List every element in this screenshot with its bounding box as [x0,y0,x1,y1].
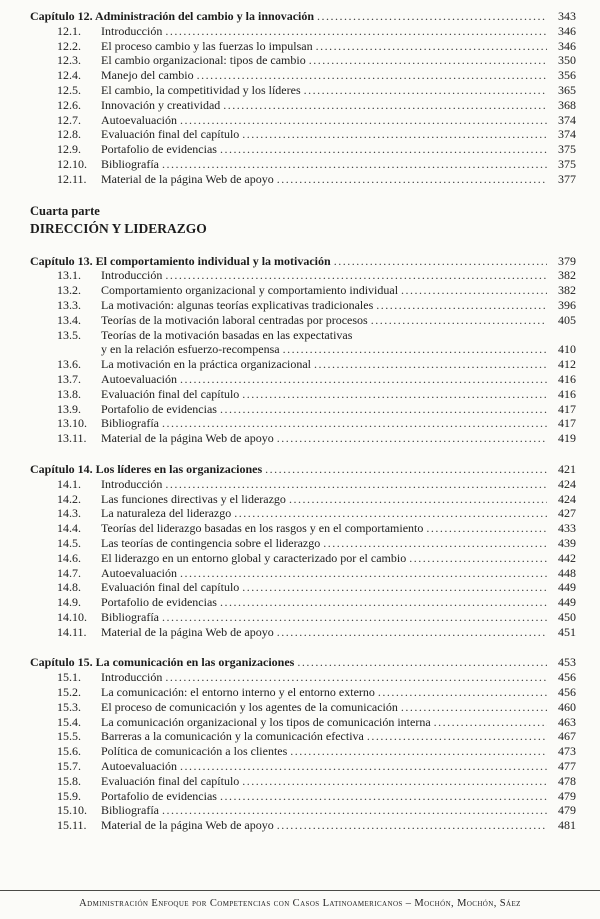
section-number: 14.9. [57,595,81,610]
dot-leader [239,774,550,789]
section-title: La motivación: algunas teorías explicativas tradicionales [101,297,374,312]
section-page-number: 449 [558,580,576,595]
dot-leader [177,113,550,128]
section-title: El cambio, la competitividad y los líderes [101,82,301,97]
chapter-heading-row [30,655,576,670]
dot-leader [274,431,550,446]
toc-entry [30,328,576,343]
section-title: La motivación en la práctica organizacional [101,357,312,372]
section-title: Bibliografía [101,609,159,624]
section-page-number: 405 [558,312,576,327]
dot-leader [194,68,550,83]
dot-leader [217,789,550,804]
section-page-number: 449 [558,595,576,610]
dot-leader [217,595,550,610]
chapter-block [30,254,576,446]
dot-leader [368,313,550,328]
chapter-page-number: 453 [558,655,576,670]
dot-leader [217,402,550,417]
section-number: 13.10. [57,416,87,431]
section-page-number: 368 [558,97,576,112]
dot-leader [398,700,550,715]
toc-entry [30,172,576,187]
dot-leader [406,551,550,566]
section-title: Autoevaluación [101,759,177,774]
section-page-number: 473 [558,744,576,759]
dot-leader [159,803,550,818]
section-number: 13.3. [57,297,81,312]
section-number: 15.7. [57,759,81,774]
section-page-number: 479 [558,803,576,818]
page-footer [0,890,600,919]
section-number: 15.4. [57,714,81,729]
section-number: 12.9. [57,142,81,157]
toc-entry [30,536,576,551]
section-title: Material de la página Web de apoyo [101,171,274,186]
section-number: 13.2. [57,283,81,298]
section-page-number: 481 [558,818,576,833]
section-page-number: 346 [558,38,576,53]
chapter-title: Capítulo 14. Los líderes en las organizaciones [30,461,263,476]
toc-entry [30,357,576,372]
section-number: 13.7. [57,371,81,386]
dot-leader [162,477,550,492]
section-page-number: 382 [558,283,576,298]
section-page-number: 456 [558,685,576,700]
book-title-footer: Administración Enfoque por Competencias con Casos Latinoamericanos – Mochón, Mochón, Sáez [79,898,521,909]
section-title: Portafolio de evidencias [101,142,217,157]
section-number: 14.3. [57,506,81,521]
part-title: DIRECCIÓN Y LIDERAZGO [30,220,207,236]
section-page-number: 451 [558,624,576,639]
section-page-number: 377 [558,171,576,186]
chapter-block [30,462,576,640]
section-number: 15.6. [57,744,81,759]
section-title: Evaluación final del capítulo [101,580,240,595]
section-title: Portafolio de evidencias [101,595,217,610]
section-title: Introducción [101,670,163,685]
section-title: Evaluación final del capítulo [101,773,240,788]
section-title: Material de la página Web de apoyo [101,624,274,639]
section-page-number: 416 [558,371,576,386]
section-page-number: 477 [558,759,576,774]
section-title-continued: y en la relación esfuerzo-recompensa [101,342,280,357]
dot-leader [311,357,550,372]
dot-leader [286,492,550,507]
section-number: 14.4. [57,521,81,536]
chapter-title: Capítulo 13. El comportamiento individual y la motivación [30,253,331,268]
dot-leader [162,24,550,39]
section-title: El liderazgo en un entorno global y caracterizado por el cambio [101,550,407,565]
section-title: Portafolio de evidencias [101,788,217,803]
section-number: 13.8. [57,386,81,401]
toc-entry [30,298,576,313]
dot-leader [306,53,550,68]
dot-leader [162,670,550,685]
toc-entry [30,387,576,402]
dot-leader [239,127,550,142]
section-number: 15.9. [57,788,81,803]
toc-entry [30,685,576,700]
section-title: Innovación y creatividad [101,97,221,112]
toc-entry [30,402,576,417]
toc-entry [30,313,576,328]
dot-leader [294,655,550,670]
toc-entry [30,789,576,804]
section-title: Introducción [101,268,163,283]
section-title: Evaluación final del capítulo [101,386,240,401]
chapter-block [30,655,576,833]
part-header [30,203,576,238]
section-page-number: 410 [558,342,576,357]
dot-leader [373,298,550,313]
dot-leader [398,283,550,298]
section-title: Comportamiento organizacional y comportamiento individual [101,283,399,298]
section-page-number: 365 [558,82,576,97]
section-page-number: 479 [558,788,576,803]
dot-leader [274,625,550,640]
dot-leader [217,142,550,157]
section-title: La comunicación: el entorno interno y el entorno externo [101,685,375,700]
chapter-heading-row [30,462,576,477]
toc-entry [30,759,576,774]
chapter-page-number: 379 [558,253,576,268]
toc-entry [30,127,576,142]
dot-leader [301,83,550,98]
section-title: Bibliografía [101,803,159,818]
section-title: Las funciones directivas y el liderazgo [101,491,286,506]
section-number: 13.4. [57,312,81,327]
dot-leader [162,268,550,283]
section-number: 15.5. [57,729,81,744]
toc-entry [30,113,576,128]
section-number: 15.10. [57,803,87,818]
section-number: 14.10. [57,609,87,624]
section-number: 14.8. [57,580,81,595]
section-page-number: 424 [558,491,576,506]
section-page-number: 456 [558,670,576,685]
section-number: 15.8. [57,773,81,788]
dot-leader [159,157,550,172]
toc-entry [30,477,576,492]
section-title: Teorías de la motivación basadas en las expectativas [101,327,353,342]
section-page-number: 417 [558,401,576,416]
toc-entry [30,372,576,387]
section-page-number: 350 [558,53,576,68]
toc-entry [30,416,576,431]
dot-leader [177,372,550,387]
toc-entry [30,83,576,98]
toc-entry [30,39,576,54]
toc-entry [30,774,576,789]
toc-entry [30,729,576,744]
section-title: Política de comunicación a los clientes [101,744,288,759]
chapter-title: Capítulo 15. La comunicación en las organizaciones [30,655,295,670]
toc-entry [30,53,576,68]
dot-leader [177,759,550,774]
section-number: 12.11. [57,171,87,186]
section-number: 12.2. [57,38,81,53]
section-number: 12.10. [57,156,87,171]
toc-entry [30,157,576,172]
section-page-number: 439 [558,535,576,550]
toc-entry [30,580,576,595]
section-page-number: 412 [558,357,576,372]
section-page-number: 478 [558,773,576,788]
section-title: Manejo del cambio [101,68,194,83]
toc-entry [30,98,576,113]
section-page-number: 374 [558,112,576,127]
section-number: 13.9. [57,401,81,416]
section-page-number: 419 [558,431,576,446]
part-label: Cuarta parte [30,203,100,218]
section-number: 12.3. [57,53,81,68]
dot-leader [313,39,550,54]
section-number: 14.2. [57,491,81,506]
chapter-page-number: 421 [558,461,576,476]
section-title: Material de la página Web de apoyo [101,431,274,446]
section-page-number: 396 [558,297,576,312]
toc-entry [30,24,576,39]
dot-leader [159,610,550,625]
dot-leader [331,254,550,269]
dot-leader [287,744,550,759]
section-number: 12.6. [57,97,81,112]
section-title: El proceso de comunicación y los agentes de la comunicación [101,699,398,714]
dot-leader [375,685,550,700]
toc-entry [30,431,576,446]
toc-entry [30,566,576,581]
section-number: 14.7. [57,565,81,580]
section-page-number: 346 [558,23,576,38]
toc-entry [30,715,576,730]
dot-leader [159,416,550,431]
toc-entry [30,625,576,640]
dot-leader [280,342,550,357]
dot-leader [231,506,550,521]
toc-entry [30,142,576,157]
toc-entry [30,818,576,833]
section-title: Barreras a la comunicación y la comunicación efectiva [101,729,364,744]
section-title: Bibliografía [101,416,159,431]
section-title: Material de la página Web de apoyo [101,818,274,833]
toc-entry [30,610,576,625]
section-page-number: 463 [558,714,576,729]
section-number: 15.2. [57,685,81,700]
toc-entry [30,551,576,566]
section-page-number: 424 [558,476,576,491]
section-page-number: 433 [558,521,576,536]
section-number: 14.5. [57,535,81,550]
section-page-number: 416 [558,386,576,401]
section-number: 14.6. [57,550,81,565]
section-title: Las teorías de contingencia sobre el liderazgo [101,535,321,550]
section-number: 13.5. [57,327,81,342]
section-title: La comunicación organizacional y los tipos de comunicación interna [101,714,431,729]
toc-entry [30,803,576,818]
toc-entry [30,595,576,610]
section-page-number: 417 [558,416,576,431]
section-page-number: 375 [558,142,576,157]
chapter-title: Capítulo 12. Administración del cambio y la innovación [30,9,315,23]
section-number: 15.11. [57,818,87,833]
section-number: 14.11. [57,624,87,639]
dot-leader [220,98,550,113]
dot-leader [262,462,550,477]
section-number: 12.8. [57,127,81,142]
section-number: 13.11. [57,431,87,446]
section-page-number: 467 [558,729,576,744]
section-title: El proceso cambio y las fuerzas lo impulsan [101,38,313,53]
dot-leader [177,566,550,581]
section-page-number: 450 [558,609,576,624]
chapter-block [30,9,576,187]
section-page-number: 460 [558,699,576,714]
section-page-number: 356 [558,68,576,83]
dot-leader [431,715,550,730]
toc-entry [30,68,576,83]
toc-entry-continuation [30,342,576,357]
toc-entry [30,521,576,536]
dot-leader [423,521,550,536]
dot-leader [364,729,550,744]
section-title: Teorías del liderazgo basadas en los rasgos y en el comportamiento [101,521,424,536]
dot-leader [239,387,550,402]
toc-entry [30,506,576,521]
section-title: Teorías de la motivación laboral centradas por procesos [101,312,368,327]
section-number: 12.1. [57,23,81,38]
chapter-page-number: 343 [558,9,576,23]
toc-entry [30,268,576,283]
section-title: Bibliografía [101,156,159,171]
section-number: 15.3. [57,699,81,714]
section-title: Evaluación final del capítulo [101,127,240,142]
section-number: 15.1. [57,670,81,685]
chapter-heading-row [30,9,576,24]
section-page-number: 427 [558,506,576,521]
toc-entry [30,670,576,685]
chapter-heading-row [30,254,576,269]
section-number: 13.1. [57,268,81,283]
toc-entry [30,700,576,715]
section-page-number: 442 [558,550,576,565]
section-page-number: 375 [558,156,576,171]
section-number: 13.6. [57,357,81,372]
section-title: Portafolio de evidencias [101,401,217,416]
dot-leader [274,818,550,833]
toc-entry [30,492,576,507]
section-number: 12.5. [57,82,81,97]
section-title: Autoevaluación [101,565,177,580]
dot-leader [314,9,550,24]
section-page-number: 382 [558,268,576,283]
dot-leader [274,172,550,187]
toc-entry [30,744,576,759]
section-page-number: 448 [558,565,576,580]
toc-entry [30,283,576,298]
section-number: 12.4. [57,68,81,83]
section-page-number: 374 [558,127,576,142]
section-number: 12.7. [57,112,81,127]
section-title: Introducción [101,23,163,38]
dot-leader [320,536,550,551]
section-title: Autoevaluación [101,371,177,386]
section-title: Introducción [101,476,163,491]
section-title: La naturaleza del liderazgo [101,506,232,521]
section-title: El cambio organizacional: tipos de cambio [101,53,306,68]
section-title: Autoevaluación [101,112,177,127]
section-number: 14.1. [57,476,81,491]
dot-leader [239,580,550,595]
